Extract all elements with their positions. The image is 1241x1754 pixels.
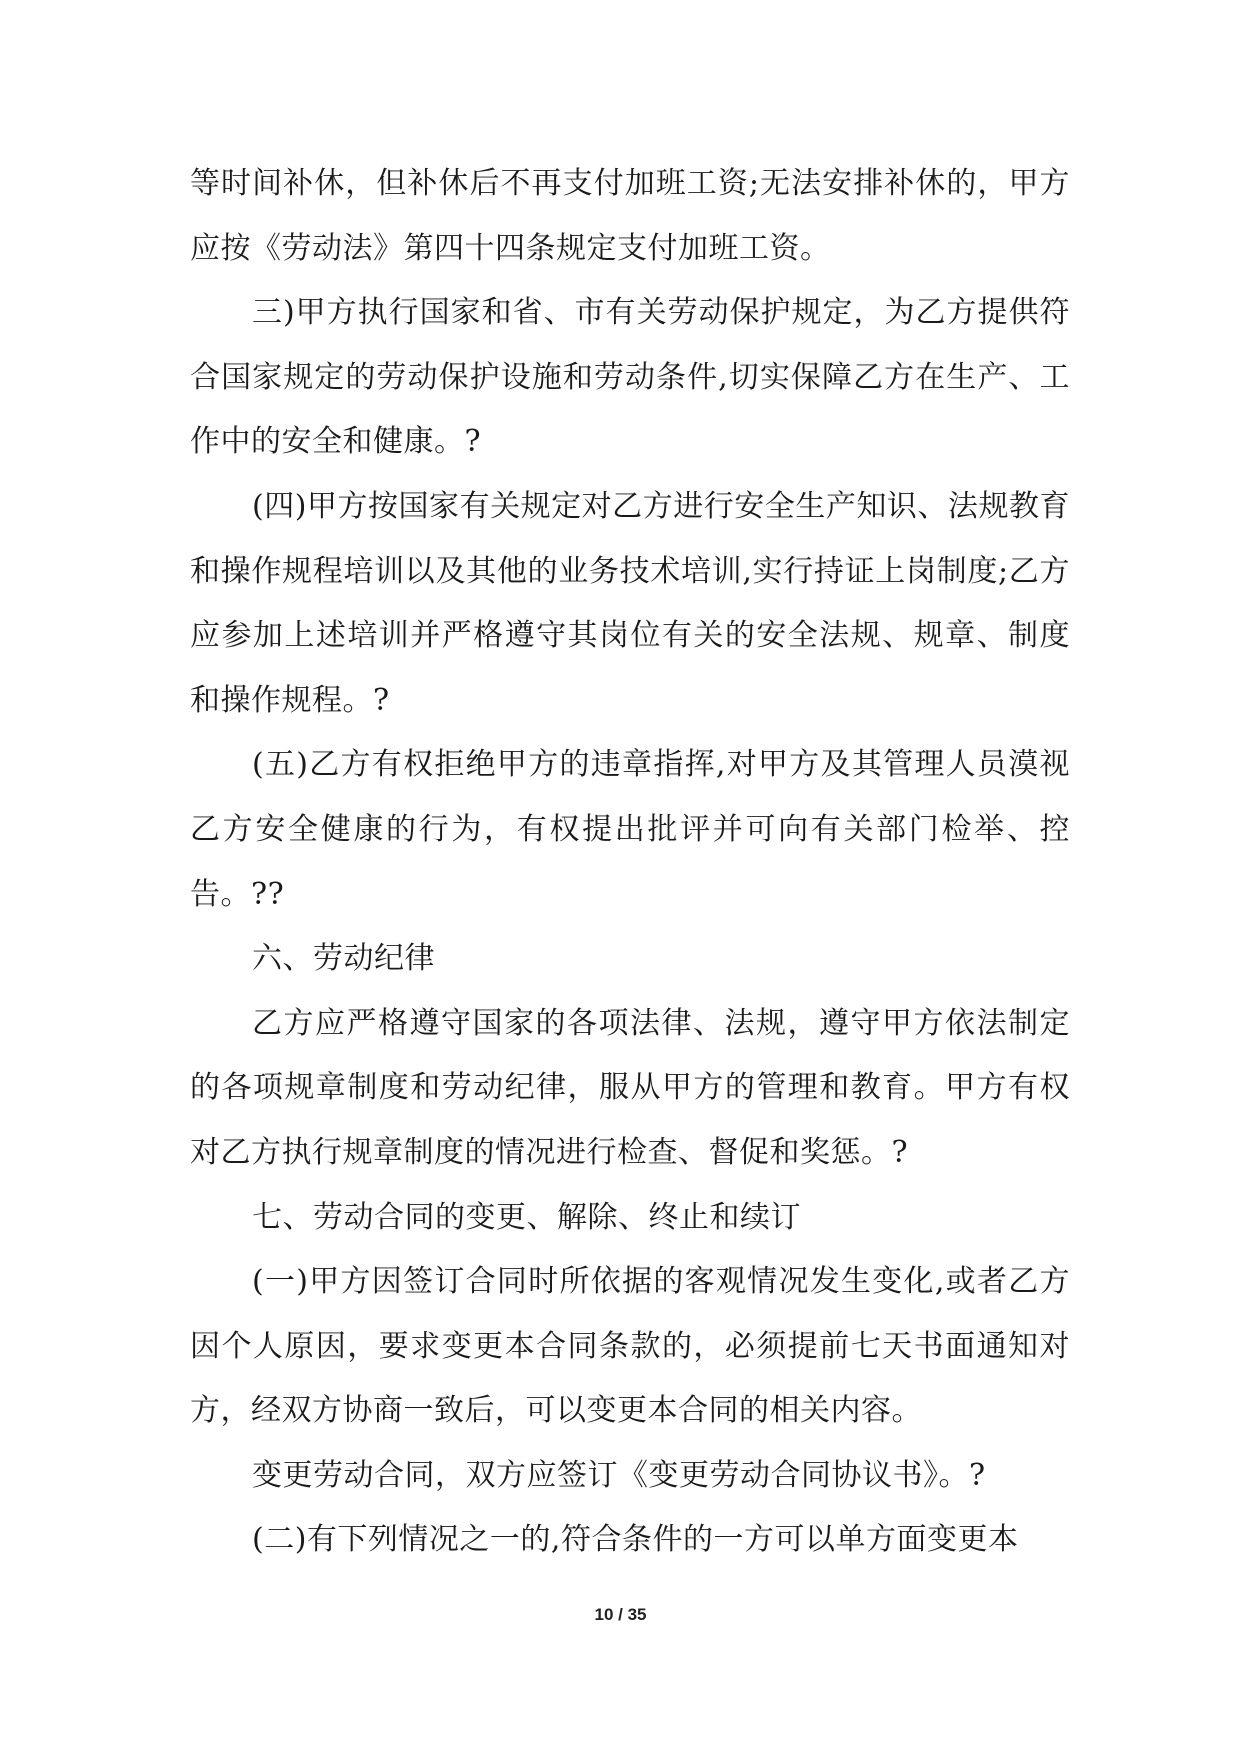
page-number: 10 / 35	[594, 1605, 647, 1624]
paragraph-unilateral-change: (二)有下列情况之一的,符合条件的一方可以单方面变更本	[252, 1522, 1019, 1558]
document-body	[190, 152, 1070, 1573]
paragraph-labor-discipline: 乙方应严格遵守国家的各项法律、法规，遵守甲方依法制定的各项规章制度和劳动纪律，服从甲方的管理和教育。甲方有权对乙方执行规章制度的情况进行检查、督促和奖惩。?	[190, 1005, 1070, 1170]
paragraph-labor-protection: 三)甲方执行国家和省、市有关劳动保护规定，为乙方提供符合国家规定的劳动保护设施和劳动条件,切实保障乙方在生产、工作中的安全和健康。?	[190, 295, 1070, 460]
section-heading-labor-discipline: 六、劳动纪律	[252, 941, 435, 977]
paragraph-overtime-compensation: 等时间补休，但补休后不再支付加班工资;无法安排补休的，甲方应按《劳动法》第四十四条规定支付加班工资。	[190, 166, 1070, 266]
paragraph-modification-agreement: 变更劳动合同，双方应签订《变更劳动合同协议书》。?	[252, 1457, 986, 1493]
paragraph-right-to-refuse: (五)乙方有权拒绝甲方的违章指挥,对甲方及其管理人员漠视乙方安全健康的行为，有权提出批评并可向有关部门检举、控告。??	[190, 747, 1070, 912]
paragraph-safety-training: (四)甲方按国家有关规定对乙方进行安全生产知识、法规教育和操作规程培训以及其他的业务技术培训,实行持证上岗制度;乙方应参加上述培训并严格遵守其岗位有关的安全法规、规章、制度和操作规程。?	[190, 488, 1070, 718]
section-heading-contract-changes: 七、劳动合同的变更、解除、终止和续订	[252, 1199, 801, 1235]
paragraph-contract-modification: (一)甲方因签订合同时所依据的客观情况发生变化,或者乙方因个人原因，要求变更本合同条款的，必须提前七天书面通知对方，经双方协商一致后，可以变更本合同的相关内容。	[190, 1264, 1070, 1429]
